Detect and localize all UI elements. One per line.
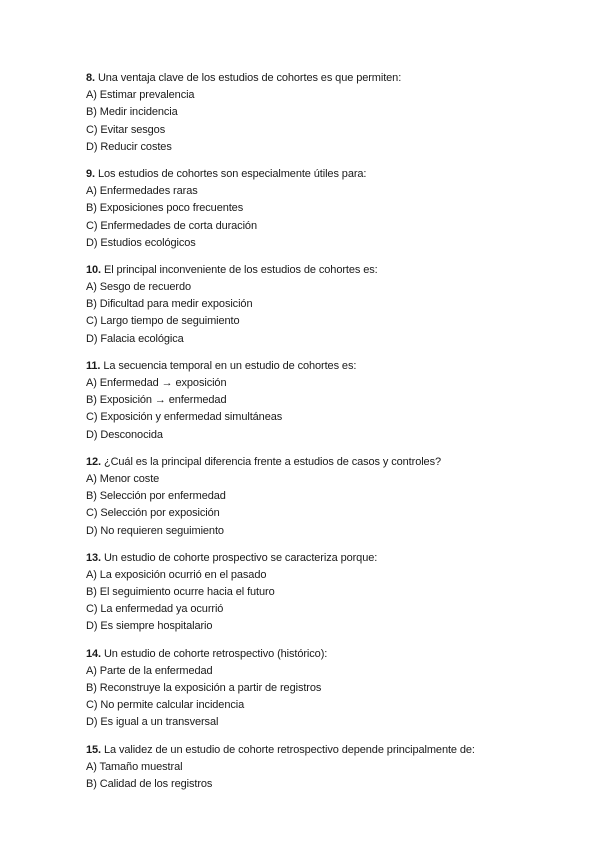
- question-number: 10.: [86, 263, 101, 276]
- question-14: [86, 646, 576, 732]
- question-number: 8.: [86, 72, 95, 84]
- option-c: C) Selección por exposición: [86, 507, 220, 520]
- question-text: Un estudio de cohorte prospectivo se caracteriza porque:: [101, 551, 378, 564]
- option-b: B) Exposiciones poco frecuentes: [86, 202, 244, 215]
- option-c: C) Largo tiempo de seguimiento: [86, 315, 240, 328]
- question-stem: [86, 550, 576, 567]
- question-stem: [86, 454, 576, 471]
- question-stem: [86, 358, 576, 375]
- question-number: 13.: [86, 551, 101, 564]
- question-text: La secuencia temporal en un estudio de cohortes es:: [100, 359, 357, 372]
- option-a: A) Sesgo de recuerdo: [86, 281, 192, 294]
- option-b: B) El seguimiento ocurre hacia el futuro: [86, 586, 275, 599]
- question-number: 9.: [86, 167, 95, 180]
- option-a: A) Parte de la enfermedad: [86, 664, 213, 677]
- question-text: Los estudios de cohortes son especialmente útiles para:: [94, 167, 367, 180]
- document-page: [86, 70, 576, 803]
- question-text: La validez de un estudio de cohorte retrospectivo depende principalmente de:: [101, 743, 475, 756]
- question-text: Una ventaja clave de los estudios de cohortes es que permiten:: [94, 72, 402, 84]
- option-d: D) Es igual a un transversal: [86, 716, 219, 729]
- option-b: B) Exposición → enfermedad: [86, 394, 227, 407]
- question-text: ¿Cuál es la principal diferencia frente a estudios de casos y controles?: [101, 455, 441, 468]
- question-number: 14.: [86, 647, 101, 660]
- question-stem: [86, 70, 576, 87]
- question-number: 15.: [86, 743, 101, 756]
- question-number: 12.: [86, 455, 101, 468]
- question-11: [86, 358, 576, 444]
- option-b: B) Reconstruye la exposición a partir de registros: [86, 682, 322, 694]
- option-c: C) Enfermedades de corta duración: [86, 219, 257, 232]
- question-text: El principal inconveniente de los estudios de cohortes es:: [101, 263, 378, 276]
- question-text: Un estudio de cohorte retrospectivo (histórico):: [101, 647, 328, 660]
- option-c: C) Evitar sesgos: [86, 123, 166, 136]
- option-a: A) La exposición ocurrió en el pasado: [86, 568, 267, 581]
- question-15: [86, 742, 576, 794]
- option-b: B) Selección por enfermedad: [86, 490, 226, 503]
- option-b: B) Calidad de los registros: [86, 777, 213, 790]
- option-b: B) Medir incidencia: [86, 106, 178, 119]
- option-c: C) Exposición y enfermedad simultáneas: [86, 411, 283, 424]
- question-stem: [86, 166, 576, 183]
- option-d: D) Reducir costes: [86, 140, 172, 153]
- option-c: C) No permite calcular incidencia: [86, 699, 245, 712]
- option-a: A) Tamaño muestral: [86, 760, 183, 773]
- question-stem: [86, 262, 576, 279]
- option-d: D) No requieren seguimiento: [86, 524, 224, 537]
- question-8: [86, 70, 576, 156]
- question-9: [86, 166, 576, 252]
- question-stem: [86, 742, 576, 759]
- question-12: [86, 454, 576, 540]
- option-b: B) Dificultad para medir exposición: [86, 298, 253, 311]
- question-number: 11.: [86, 359, 101, 372]
- option-d: D) Estudios ecológicos: [86, 236, 196, 249]
- option-a: A) Enfermedades raras: [86, 185, 198, 198]
- question-10: [86, 262, 576, 348]
- option-d: D) Falacia ecológica: [86, 332, 184, 345]
- option-d: D) Es siempre hospitalario: [86, 620, 213, 633]
- option-a: A) Menor coste: [86, 472, 160, 485]
- option-c: C) La enfermedad ya ocurrió: [86, 603, 224, 616]
- option-d: D) Desconocida: [86, 428, 163, 441]
- option-a: A) Enfermedad → exposición: [86, 377, 227, 389]
- option-a: A) Estimar prevalencia: [86, 89, 195, 102]
- question-13: [86, 550, 576, 636]
- question-stem: [86, 646, 576, 663]
